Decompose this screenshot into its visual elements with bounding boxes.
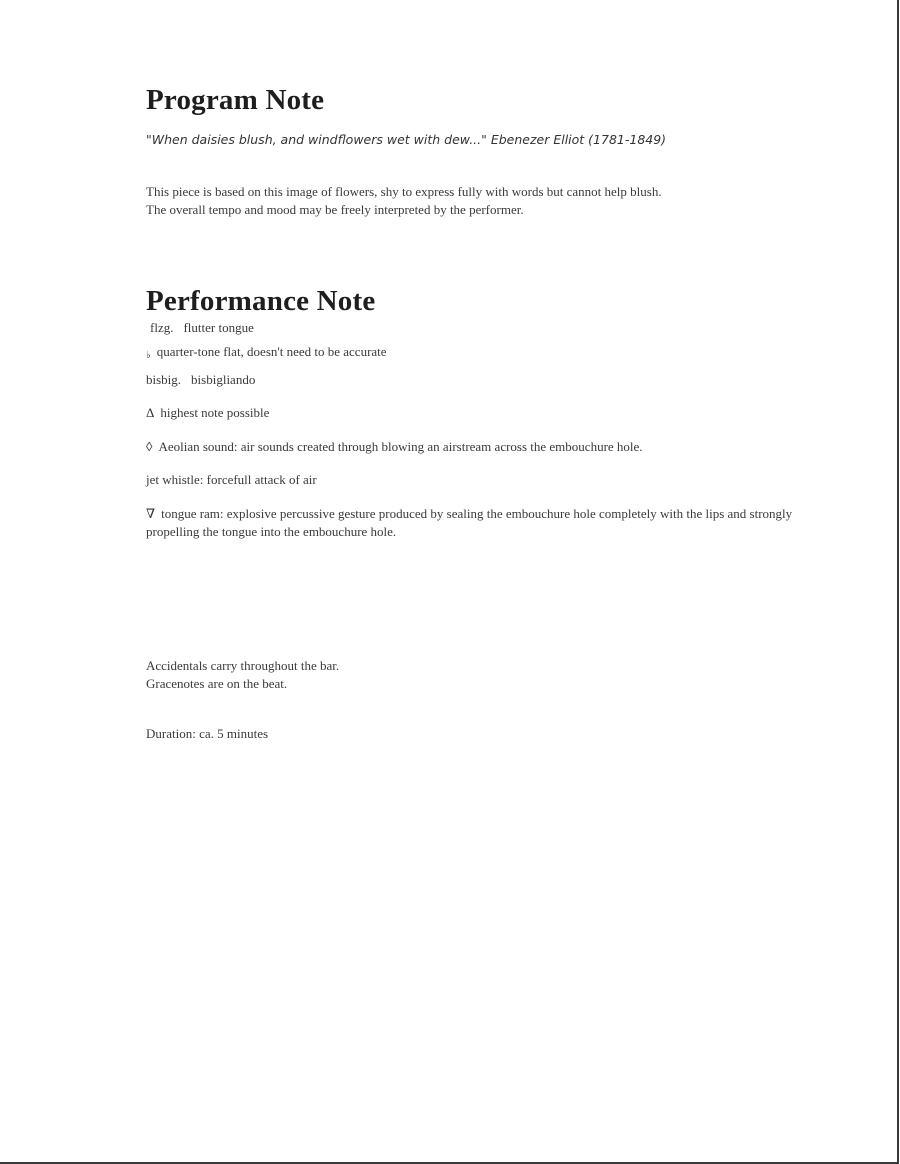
program-note-title: Program Note — [146, 84, 325, 116]
gracenotes-note: Gracenotes are on the beat. — [146, 676, 288, 691]
program-note-line-1: This piece is based on this image of flowers, shy to express fully with words but cannot help blush. — [146, 184, 662, 199]
diamond-icon: ◊ — [146, 439, 153, 454]
note-item-flutter-tongue — [150, 319, 254, 337]
note-item-text: tongue ram: explosive percussive gesture produced by sealing the embouchure hole completely with the lips and strongly propelling the tongue into the embouchure hole. — [146, 506, 793, 539]
inverted-triangle-icon: ∇ — [146, 506, 156, 521]
note-item-text: quarter-tone flat, doesn't need to be accurate — [156, 344, 387, 359]
note-item-text: flutter tongue — [183, 320, 254, 335]
note-item-text: jet whistle: forcefull attack of air — [146, 472, 317, 487]
flzg-symbol: flzg. — [150, 320, 174, 335]
bisbig-symbol: bisbig. — [146, 372, 182, 387]
epigraph-quote: "When daisies blush, and windflowers wet with dew..." Ebenezer Elliot (1781-1849) — [146, 132, 667, 147]
note-item-quarter-tone-flat — [146, 343, 387, 365]
note-item-tongue-ram — [146, 505, 816, 541]
duration: Duration: ca. 5 minutes — [146, 726, 269, 741]
note-item-text: highest note possible — [160, 405, 270, 420]
note-item-highest-note — [146, 404, 269, 422]
performance-note-title: Performance Note — [146, 285, 376, 317]
note-item-jet-whistle — [146, 471, 317, 489]
note-item-text: bisbigliando — [191, 372, 256, 387]
note-item-text: Aeolian sound: air sounds created through blowing an airstream across the embouchure hole. — [158, 439, 643, 454]
note-item-bisbigliando — [146, 371, 255, 389]
note-item-aeolian-sound — [146, 438, 643, 456]
quarter-flat-icon: ♭ — [146, 350, 151, 361]
program-note-line-2: The overall tempo and mood may be freely interpreted by the performer. — [146, 202, 524, 217]
triangle-icon: Δ — [146, 405, 155, 420]
accidentals-note: Accidentals carry throughout the bar. — [146, 658, 340, 673]
